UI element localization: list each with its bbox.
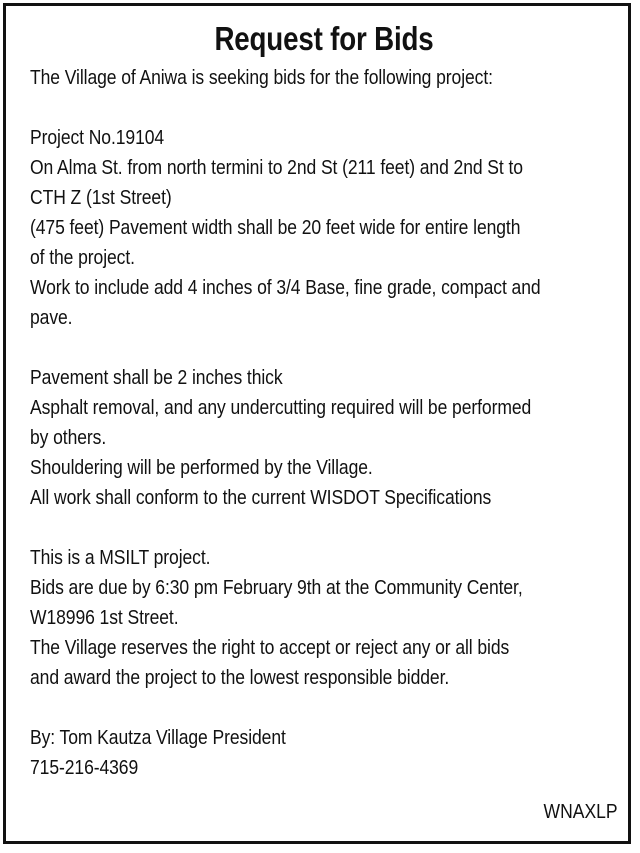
block-signature: [30, 723, 618, 783]
text-line: On Alma St. from north termini to 2nd St (211 feet) and 2nd St to: [30, 156, 523, 179]
page-title: Request for Bids: [214, 20, 434, 57]
notice-border-frame: [3, 3, 631, 844]
block-specifications: [30, 363, 618, 513]
text-line: The Village reserves the right to accept or reject any or all bids: [30, 636, 510, 659]
text-line: All work shall conform to the current WISDOT Specifications: [30, 486, 492, 509]
text-line: Work to include add 4 inches of 3/4 Base, fine grade, compact and: [30, 276, 541, 299]
text-line: Shouldering will be performed by the Village.: [30, 456, 373, 479]
colophon: [30, 783, 618, 827]
text-line: This is a MSILT project.: [30, 546, 211, 569]
lead-paragraph: [30, 63, 618, 93]
text-line: (475 feet) Pavement width shall be 20 feet wide for entire length: [30, 216, 521, 239]
text-line: Asphalt removal, and any undercutting required will be performed: [30, 396, 532, 419]
lead-line: The Village of Aniwa is seeking bids for the following project:: [30, 66, 493, 89]
notice-content: [30, 19, 618, 827]
paragraph-spacer: [30, 693, 618, 723]
text-line: of the project.: [30, 246, 135, 269]
text-line: W18996 1st Street.: [30, 606, 179, 629]
block-project-description: [30, 123, 618, 333]
contact-phone: 715-216-4369: [30, 756, 139, 779]
paragraph-spacer: [30, 333, 618, 363]
text-line: by others.: [30, 426, 107, 449]
text-line: Pavement shall be 2 inches thick: [30, 366, 283, 389]
text-line: and award the project to the lowest responsible bidder.: [30, 666, 450, 689]
text-line: CTH Z (1st Street): [30, 186, 172, 209]
block-bid-submission: [30, 543, 618, 693]
signatory-name: By: Tom Kautza Village President: [30, 726, 286, 749]
colophon-text: WNAXLP: [543, 800, 618, 823]
text-line: Bids are due by 6:30 pm February 9th at the Community Center,: [30, 576, 523, 599]
text-line: pave.: [30, 306, 73, 329]
paragraph-spacer: [30, 513, 618, 543]
paragraph-spacer: [30, 93, 618, 123]
text-line: Project No.19104: [30, 126, 165, 149]
